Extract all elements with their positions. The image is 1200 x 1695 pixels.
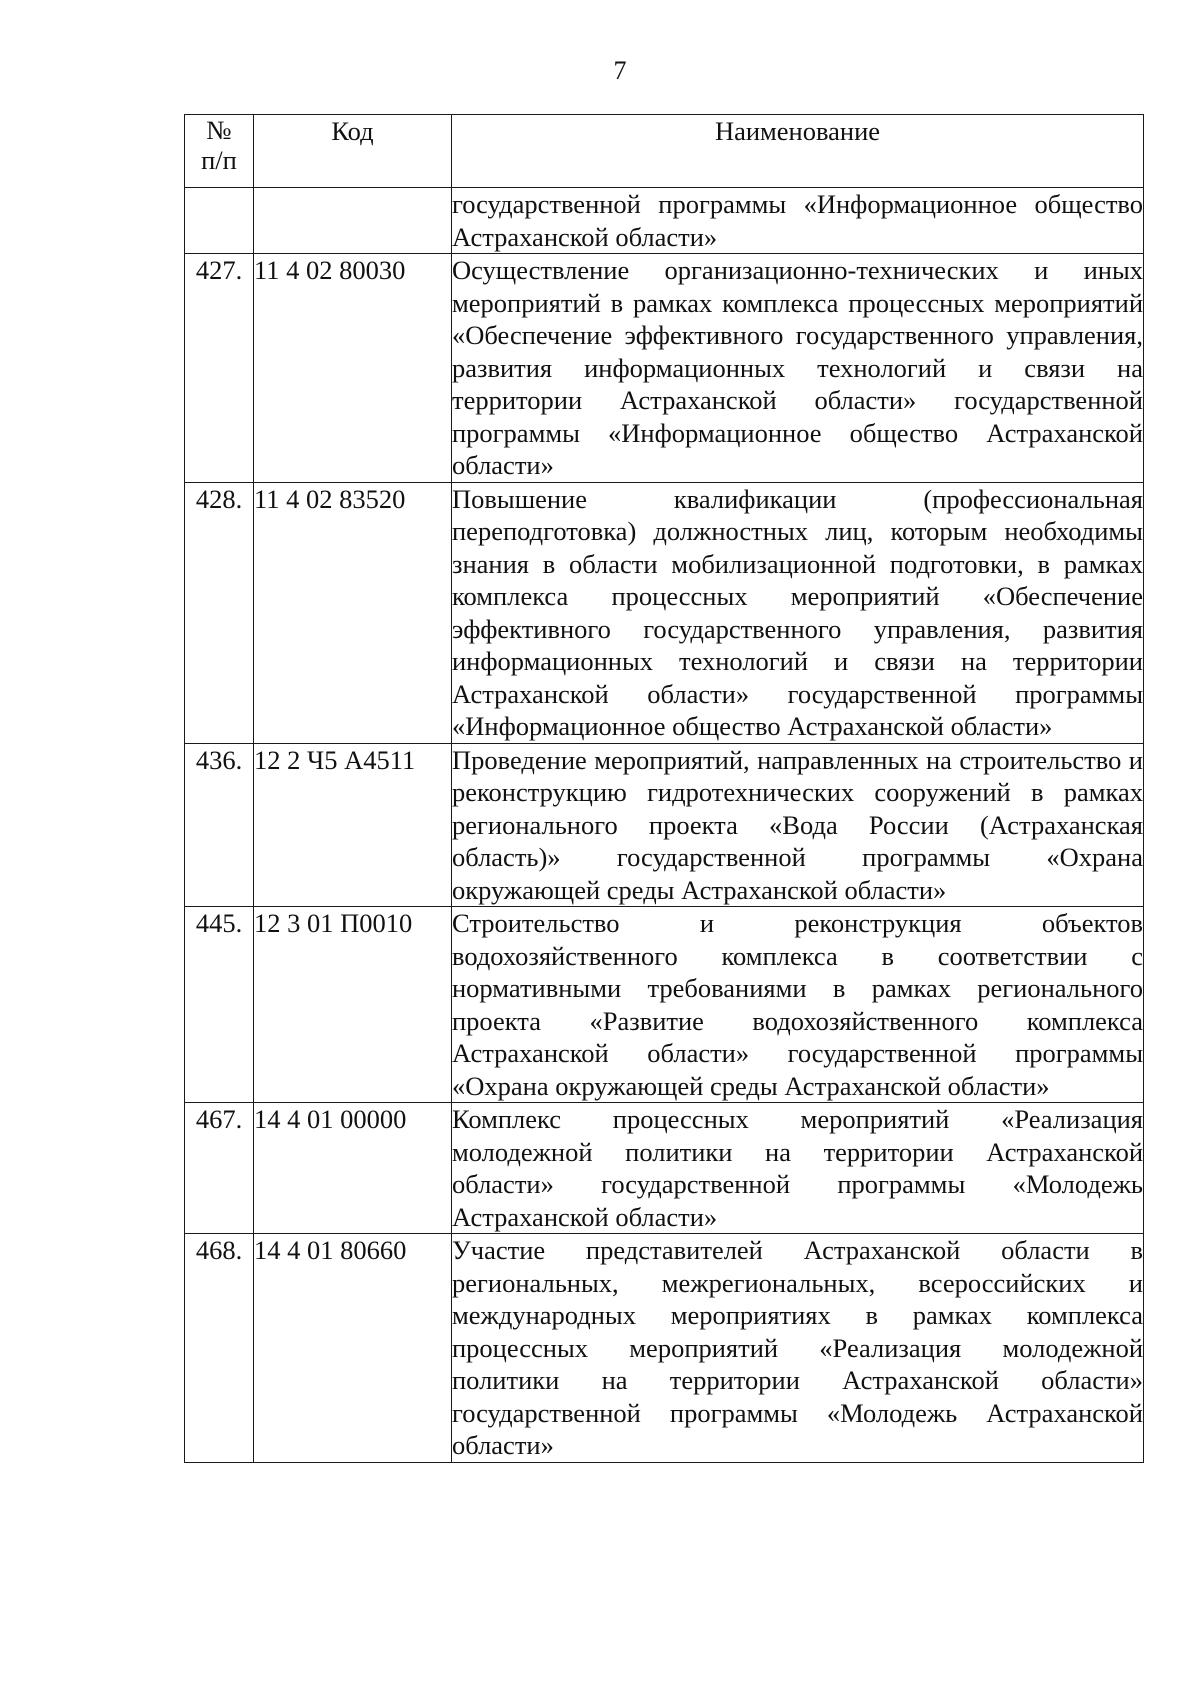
row-name-text: Комплекс процессных мероприятий «Реализация молодежной политики на территории Астраханской области» государственной программы «Молодежь Астраханской области»: [452, 1104, 1143, 1232]
row-name: [452, 482, 1144, 743]
row-name-text: Строительство и реконструкция объектов водохозяйственного комплекса в соответствии с нормативными требованиями в рамках регионального проекта «Развитие водохозяйственного комплекса Астраханской области» государственной программы «Охрана окружающей среды Астраханской области»: [452, 908, 1143, 1101]
row-name: [452, 254, 1144, 483]
table-row: [185, 188, 1144, 254]
row-number: 436.: [185, 743, 254, 907]
row-name: [452, 1103, 1144, 1234]
codes-table: [184, 114, 1144, 1463]
row-number: 467.: [185, 1103, 254, 1234]
header-number-symbol: №: [206, 115, 232, 145]
row-code: 11 4 02 83520: [254, 482, 452, 743]
header-code: Код: [254, 115, 452, 188]
table-row: [185, 907, 1144, 1103]
row-code: 14 4 01 80660: [254, 1234, 452, 1463]
row-number: 468.: [185, 1234, 254, 1463]
header-number: [185, 115, 254, 188]
row-name: [452, 188, 1144, 254]
row-code: 12 2 Ч5 А4511: [254, 743, 452, 907]
row-number: 428.: [185, 482, 254, 743]
row-number: 445.: [185, 907, 254, 1103]
row-name-text: Повышение квалификации (профессиональная переподготовка) должностных лиц, которым необходимы знания в области мобилизационной подготовки, в рамках комплекса процессных мероприятий «Обеспечение эффективного государственного управления, развития информационных технологий и связи на территории Астраханской области» государственной программы «Информационное общество Астраханской области»: [452, 483, 1143, 741]
row-name-text: Осуществление организационно-технических и иных мероприятий в рамках комплекса процессных мероприятий «Обеспечение эффективного государственного управления, развития информационных технологий и связи на территории Астраханской области» государственной программы «Информационное общество Астраханской области»: [452, 255, 1143, 480]
row-name-text: Участие представителей Астраханской области в региональных, межрегиональных, всероссийских и международных мероприятиях в рамках комплекса процессных мероприятий «Реализация молодежной политики на территории Астраханской области» государственной программы «Молодежь Астраханской области»: [452, 1235, 1143, 1460]
page-number: 7: [613, 56, 627, 85]
row-name-text: Проведение мероприятий, направленных на строительство и реконструкцию гидротехнических сооружений в рамках регионального проекта «Вода России (Астраханская область)» государственной программы «Охрана окружающей среды Астраханской области»: [452, 744, 1143, 905]
row-code: 11 4 02 80030: [254, 254, 452, 483]
row-number: 427.: [185, 254, 254, 483]
table-header-row: [185, 115, 1144, 188]
row-code: 12 3 01 П0010: [254, 907, 452, 1103]
table-row: [185, 482, 1144, 743]
table-row: [185, 1234, 1144, 1463]
row-number: [185, 188, 254, 254]
table-row: [185, 743, 1144, 907]
row-code: 14 4 01 00000: [254, 1103, 452, 1234]
row-name: [452, 743, 1144, 907]
table-row: [185, 254, 1144, 483]
table-row: [185, 1103, 1144, 1234]
row-name-text: государственной программы «Информационное общество Астраханской области»: [452, 189, 1143, 252]
header-number-label: п/п: [201, 145, 237, 175]
row-name: [452, 907, 1144, 1103]
row-code: [254, 188, 452, 254]
row-name: [452, 1234, 1144, 1463]
header-name: Наименование: [452, 115, 1144, 188]
